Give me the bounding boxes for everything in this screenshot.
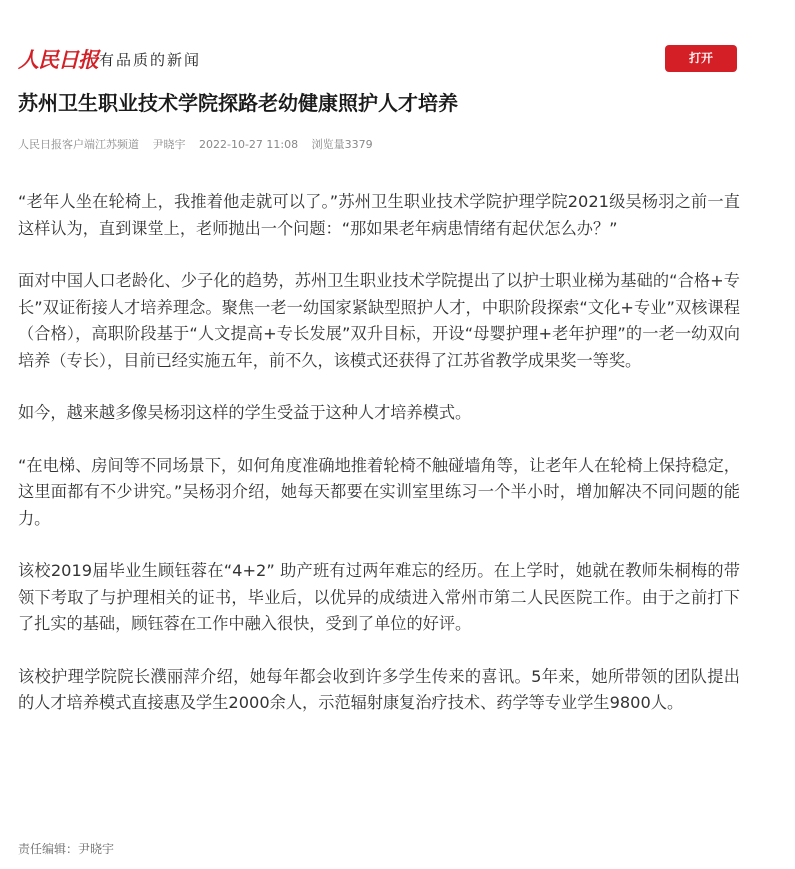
article-paragraph: “在电梯、房间等不同场景下，如何角度准确地推着轮椅不触碰墙角等，让老年人在轮椅上保持稳定，这里面都有不少讲究。”吴杨羽介绍，她每天都要在实训室里练习一个半小时，增加解决不同问题的能力。 [18, 455, 740, 528]
peoples-daily-logo[interactable]: 人民日报 [18, 47, 98, 72]
open-app-button[interactable]: 打开 [665, 45, 737, 72]
article-paragraph: 面对中国人口老龄化、少子化的趋势，苏州卫生职业技术学院提出了以护士职业梯为基础的“合格+专长”双证衔接人才培养理念。聚焦一老一幼国家紧缺型照护人才，中职阶段探索“文化+专业”双核课程（合格），高职阶段基于“人文提高+专长发展”双升目标，开设“母婴护理+老年护理”的一老一幼双向培养（专长），目前已经实施五年，前不久，该模式还获得了江苏省教学成果奖一等奖。 [18, 271, 740, 370]
top-bar [0, 0, 795, 80]
article-body [18, 189, 740, 743]
article-title: 苏州卫生职业技术学院探路老幼健康照护人才培养 [18, 91, 458, 115]
article-meta [18, 138, 383, 152]
article-views: 浏览量3379 [311, 138, 373, 151]
article-paragraph: 该校护理学院院长濮丽萍介绍，她每年都会收到许多学生传来的喜讯。5年来，她所带领的团队提出的人才培养模式直接惠及学生2000余人，示范辐射康复治疗技术、药学等专业学生9800人。 [18, 666, 740, 712]
slogan: 有品质的新闻 [99, 51, 202, 69]
article-paragraph: “老年人坐在轮椅上，我推着他走就可以了。”苏州卫生职业技术学院护理学院2021级吴杨羽之前一直这样认为，直到课堂上，老师抛出一个问题：“那如果老年病患情绪有起伏怎么办？” [18, 192, 740, 238]
responsible-editor: 责任编辑：尹晓宇 [18, 842, 115, 856]
article-source: 人民日报客户端江苏频道 [18, 138, 139, 151]
article-date: 2022-10-27 11:08 [199, 138, 299, 151]
article-author: 尹晓宇 [152, 138, 186, 151]
article-paragraph: 该校2019届毕业生顾钰蓉在“4+2” 助产班有过两年难忘的经历。在上学时，她就在教师朱桐梅的带领下考取了与护理相关的证书，毕业后，以优异的成绩进入常州市第二人民医院工作。由于之前打下了扎实的基础，顾钰蓉在工作中融入很快，受到了单位的好评。 [18, 561, 740, 633]
article-paragraph: 如今，越来越多像吴杨羽这样的学生受益于这种人才培养模式。 [18, 403, 472, 422]
